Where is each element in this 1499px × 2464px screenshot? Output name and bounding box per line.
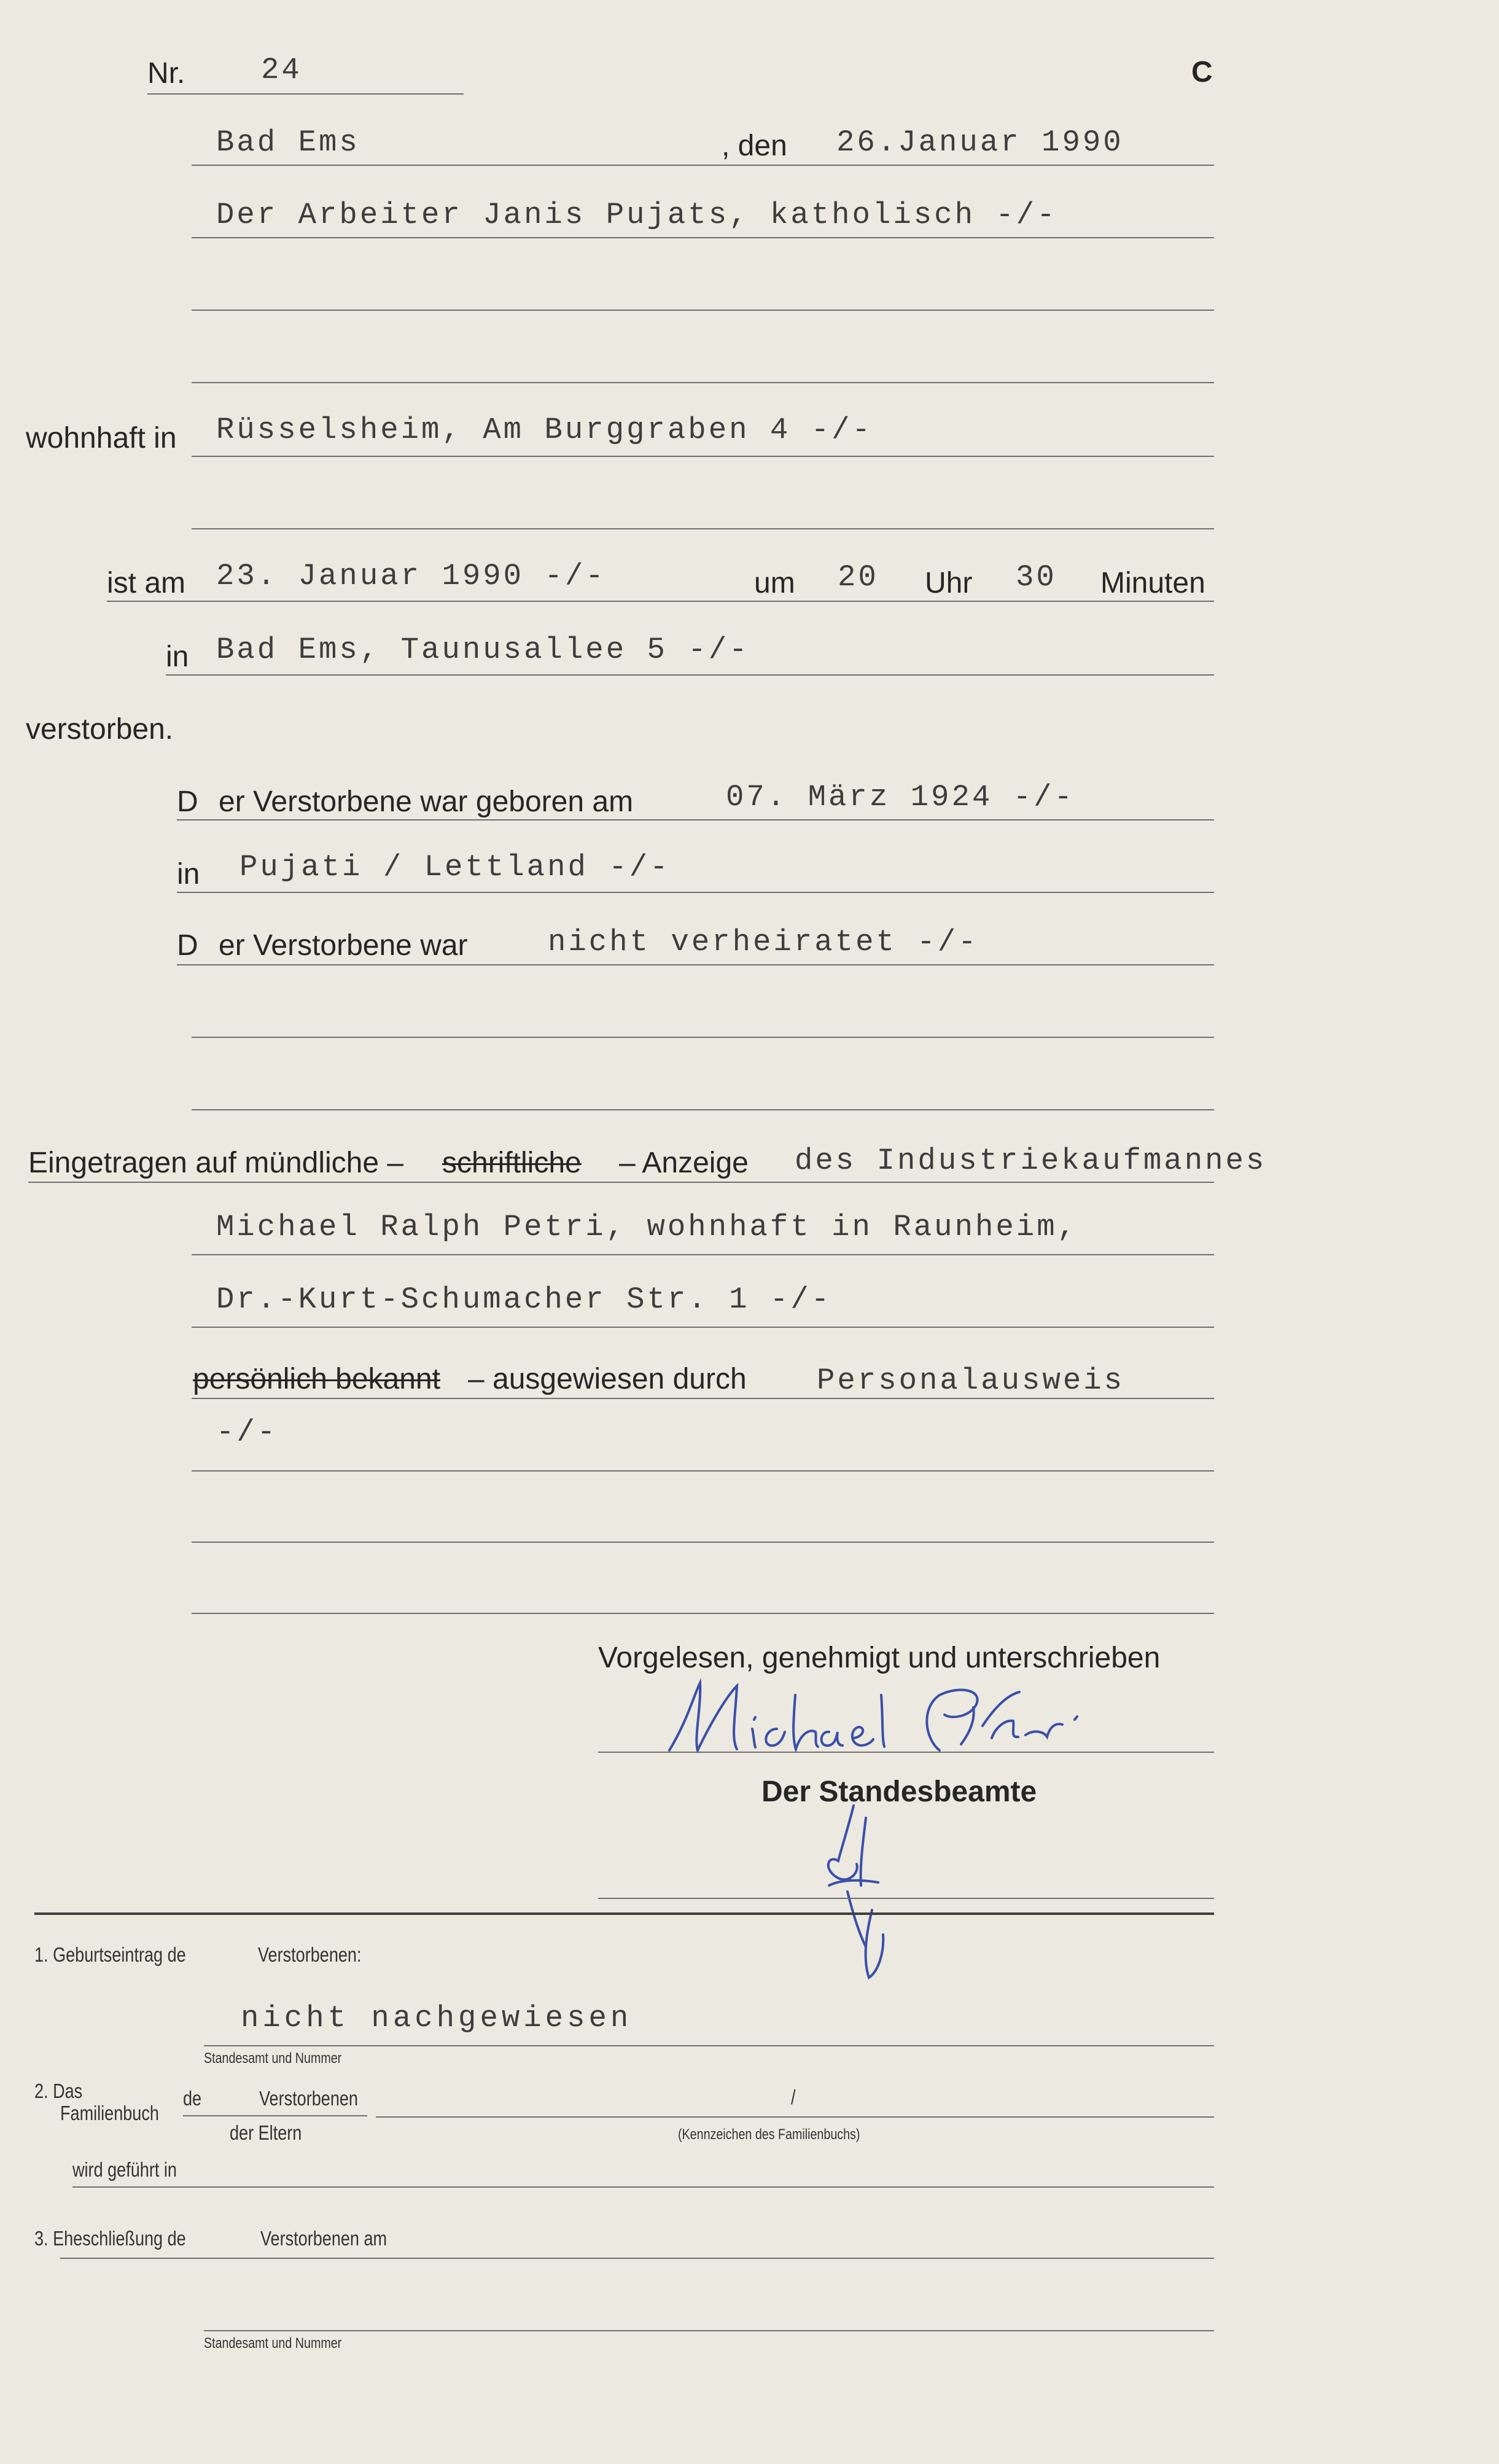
underline xyxy=(72,2186,1214,2188)
minuten-label: Minuten xyxy=(1100,567,1205,599)
death-minute: 30 xyxy=(1016,560,1057,595)
signature-line xyxy=(598,1752,1214,1753)
report-label-a: Eingetragen auf mündliche – xyxy=(28,1147,404,1179)
f2-label: Familienbuch xyxy=(60,2102,159,2124)
birth-label: er Verstorbene war geboren am xyxy=(219,786,634,818)
underline xyxy=(192,1037,1214,1038)
f2-underline-short xyxy=(183,2115,367,2116)
f1-sub: Verstorbenen: xyxy=(258,1943,362,1966)
standesamt-label: Standesamt und Nummer xyxy=(204,2050,342,2067)
underline xyxy=(192,1470,1214,1472)
death-in-label: in xyxy=(166,641,189,673)
form-letter: C xyxy=(1191,56,1213,88)
report-label-b: – Anzeige xyxy=(619,1147,749,1179)
underline xyxy=(192,528,1214,529)
underline xyxy=(192,1109,1214,1110)
informant-signature xyxy=(651,1671,1130,1763)
marital-d-label: D xyxy=(177,929,198,962)
f2-sub2: der Eltern xyxy=(230,2121,302,2144)
uhr-label: Uhr xyxy=(925,567,973,599)
f1-label: 1. Geburtseintrag de xyxy=(34,1943,186,1966)
f2-kennzeichen: (Kennzeichen des Familienbuchs) xyxy=(678,2126,860,2143)
report-value3: Dr.-Kurt-Schumacher Str. 1 -/- xyxy=(216,1282,832,1317)
underline xyxy=(192,456,1214,457)
report-value1: des Industriekaufmannes xyxy=(795,1144,1267,1178)
identity-label-struck: persönlich bekannt xyxy=(193,1363,440,1395)
f1-value: nicht nachgewiesen xyxy=(241,2001,633,2035)
date-value: 26.Januar 1990 xyxy=(836,125,1124,160)
f3-sub: Verstorbenen am xyxy=(260,2227,387,2250)
residence-value: Rüsselsheim, Am Burggraben 4 -/- xyxy=(216,413,873,447)
underline xyxy=(204,2330,1214,2331)
footer-separator xyxy=(34,1912,1214,1915)
f2-de: de xyxy=(183,2087,202,2110)
underline xyxy=(177,819,1214,821)
death-date: 23. Januar 1990 -/- xyxy=(216,559,606,593)
approved-label: Vorgelesen, genehmigt und unterschrieben xyxy=(598,1642,1161,1674)
underline xyxy=(166,674,1214,676)
underline xyxy=(192,1254,1214,1255)
ist-am-label: ist am xyxy=(107,567,186,599)
place-value: Bad Ems xyxy=(216,125,360,160)
underline xyxy=(192,1398,1214,1399)
underline xyxy=(192,165,1214,166)
registrar-signature xyxy=(811,1793,921,1990)
um-label: um xyxy=(754,567,795,599)
underline xyxy=(204,2045,1214,2046)
underline xyxy=(192,1613,1214,1614)
registrar-label: Der Standesbeamte xyxy=(761,1776,1037,1808)
f2-underline xyxy=(376,2116,1214,2118)
underline xyxy=(192,237,1214,238)
identity-value2: -/- xyxy=(216,1415,278,1449)
nr-value: 24 xyxy=(261,53,302,87)
report-label-struck: schriftliche xyxy=(442,1147,582,1179)
identity-label: – ausgewiesen durch xyxy=(468,1363,747,1395)
f2-num: 2. Das xyxy=(34,2080,83,2102)
registrar-line xyxy=(598,1898,1214,1899)
birth-date: 07. März 1924 -/- xyxy=(726,780,1075,814)
underline xyxy=(28,1182,1214,1183)
underline xyxy=(60,2258,1214,2259)
standesamt-label-2: Standesamt und Nummer xyxy=(204,2335,342,2352)
identity-value: Personalausweis xyxy=(817,1363,1125,1398)
marital-label: er Verstorbene war xyxy=(219,929,468,962)
marital-value: nicht verheiratet -/- xyxy=(548,925,979,959)
birth-d-label: D xyxy=(177,786,198,818)
underline xyxy=(192,1327,1214,1328)
underline xyxy=(107,601,1214,602)
f2-sub1: Verstorbenen xyxy=(259,2087,358,2110)
underline xyxy=(192,1542,1214,1543)
verstorben-label: verstorben. xyxy=(26,713,174,746)
f3-label: 3. Eheschließung de xyxy=(34,2227,186,2250)
f2-slash: / xyxy=(791,2086,796,2108)
underline xyxy=(177,964,1214,965)
birth-place: Pujati / Lettland -/- xyxy=(239,850,671,884)
death-hour: 20 xyxy=(838,560,879,595)
underline xyxy=(192,382,1214,383)
report-value2: Michael Ralph Petri, wohnhaft in Raunheim, xyxy=(216,1210,1078,1244)
deceased-line: Der Arbeiter Janis Pujats, katholisch -/- xyxy=(216,198,1057,232)
residence-label: wohnhaft in xyxy=(26,422,177,454)
den-label: , den xyxy=(722,130,787,162)
nr-label: Nr. xyxy=(147,57,185,90)
birth-in-label: in xyxy=(177,858,200,891)
death-place: Bad Ems, Taunusallee 5 -/- xyxy=(216,633,750,667)
f2-wird: wird geführt in xyxy=(72,2158,177,2181)
underline xyxy=(192,310,1214,311)
underline xyxy=(177,892,1214,893)
nr-underline xyxy=(147,93,464,95)
